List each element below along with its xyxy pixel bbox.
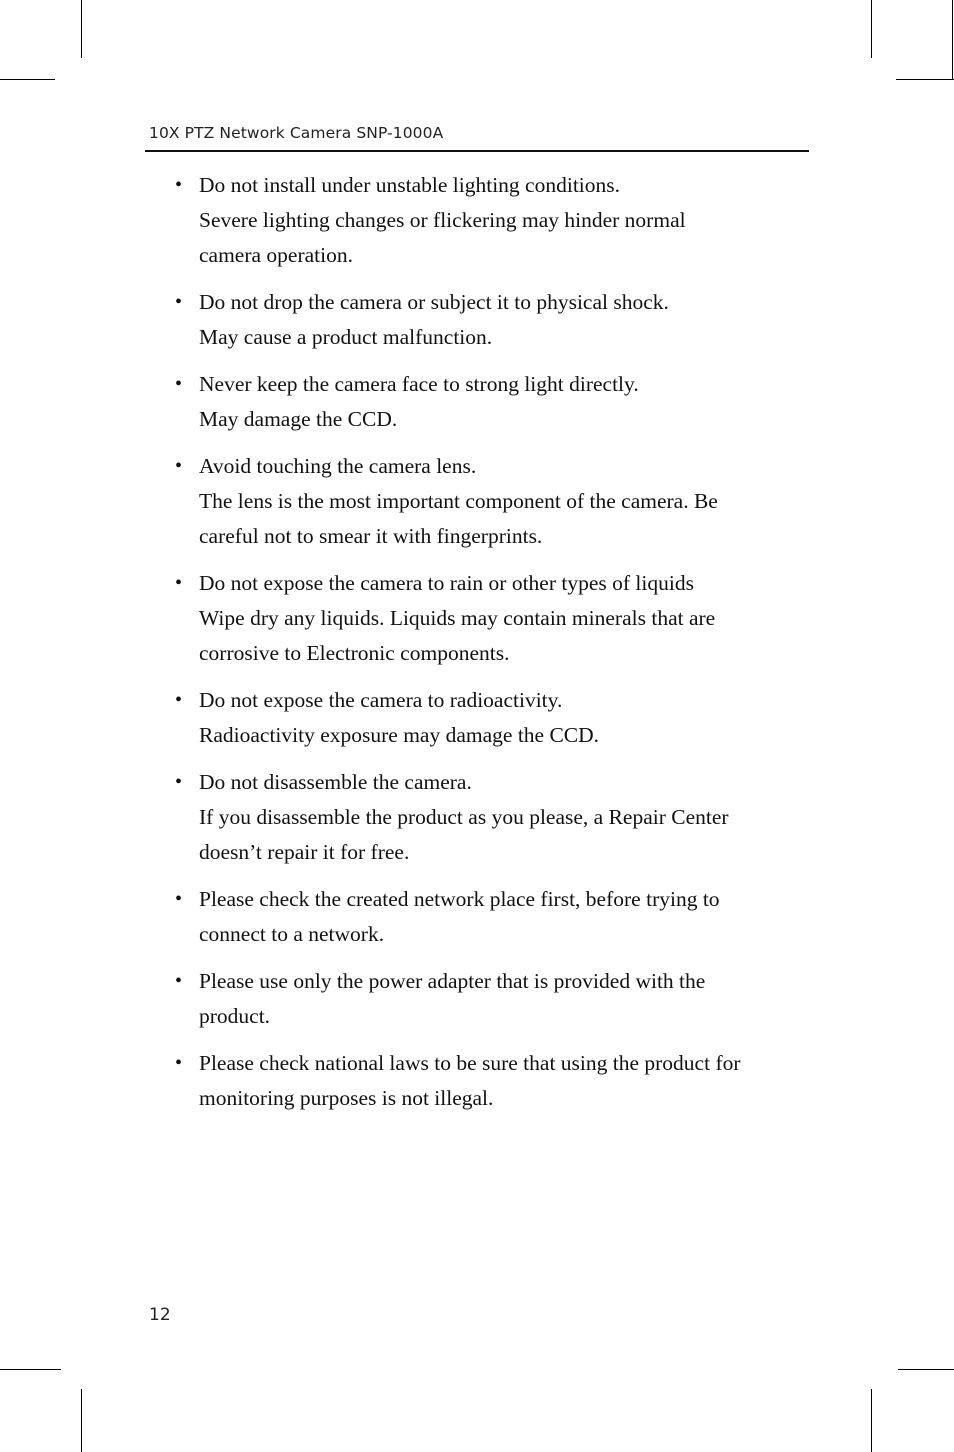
list-item: [175, 683, 795, 753]
bullet-icon: •: [175, 291, 183, 313]
item-heading-line: Please use only the power adapter that is provided with the: [199, 969, 706, 993]
running-header-title: 10X PTZ Network Camera SNP-1000A: [149, 124, 444, 142]
item-text-line: Severe lighting changes or flickering may hinder normal: [199, 208, 686, 232]
item-text-line: Wipe dry any liquids. Liquids may contain minerals that are: [199, 606, 716, 630]
bullet-icon: •: [175, 888, 183, 910]
crop-mark-top-right-horizontal: [896, 79, 954, 80]
list-item: [175, 367, 795, 437]
crop-mark-bottom-right-horizontal: [898, 1369, 954, 1370]
bullet-icon: •: [175, 689, 183, 711]
header-rule: [145, 150, 809, 152]
item-heading-line: Please check the created network place first, before trying to: [199, 887, 720, 911]
item-text-line: product.: [199, 1004, 271, 1028]
item-text-line: careful not to smear it with fingerprints.: [199, 524, 543, 548]
crop-mark-top-left-horizontal: [0, 79, 55, 80]
item-text-line: Radioactivity exposure may damage the CCD.: [199, 723, 600, 747]
crop-mark-bottom-left-vertical: [81, 1389, 82, 1452]
bullet-icon: •: [175, 373, 183, 395]
list-item: [175, 964, 795, 1034]
bullet-icon: •: [175, 174, 183, 196]
list-item: [175, 168, 795, 273]
list-item: [175, 882, 795, 952]
bullet-icon: •: [175, 455, 183, 477]
crop-mark-bottom-left-horizontal: [0, 1369, 61, 1370]
item-text-line: corrosive to Electronic components.: [199, 641, 510, 665]
crop-mark-bottom-right-vertical: [871, 1389, 872, 1452]
list-item: [175, 1046, 795, 1116]
precautions-list: [175, 168, 795, 1128]
list-item: [175, 449, 795, 554]
page-number: 12: [149, 1305, 171, 1325]
item-text-line: If you disassemble the product as you please, a Repair Center: [199, 805, 729, 829]
item-text-line: May damage the CCD.: [199, 407, 398, 431]
item-heading-line: Please check national laws to be sure that using the product for: [199, 1051, 741, 1075]
item-text-line: May cause a product malfunction.: [199, 325, 493, 349]
crop-mark-top-right-vertical: [871, 0, 872, 58]
item-heading-line: Do not disassemble the camera.: [199, 770, 472, 794]
bullet-icon: •: [175, 970, 183, 992]
item-heading-line: Do not expose the camera to rain or other types of liquids: [199, 571, 694, 595]
item-text-line: connect to a network.: [199, 922, 385, 946]
item-text-line: The lens is the most important component of the camera. Be: [199, 489, 718, 513]
item-text-line: monitoring purposes is not illegal.: [199, 1086, 494, 1110]
item-heading-line: Do not install under unstable lighting conditions.: [199, 173, 621, 197]
item-heading-line: Do not drop the camera or subject it to physical shock.: [199, 290, 669, 314]
item-text-line: camera operation.: [199, 243, 353, 267]
item-heading-line: Do not expose the camera to radioactivity.: [199, 688, 563, 712]
item-heading-line: Avoid touching the camera lens.: [199, 454, 477, 478]
item-heading-line: Never keep the camera face to strong light directly.: [199, 372, 639, 396]
item-text-line: doesn’t repair it for free.: [199, 840, 410, 864]
bullet-icon: •: [175, 1052, 183, 1074]
bullet-icon: •: [175, 572, 183, 594]
crop-mark-top-right-edge: [952, 0, 953, 80]
list-item: [175, 285, 795, 355]
list-item: [175, 566, 795, 671]
crop-mark-top-left-vertical: [81, 0, 82, 58]
list-item: [175, 765, 795, 870]
bullet-icon: •: [175, 771, 183, 793]
